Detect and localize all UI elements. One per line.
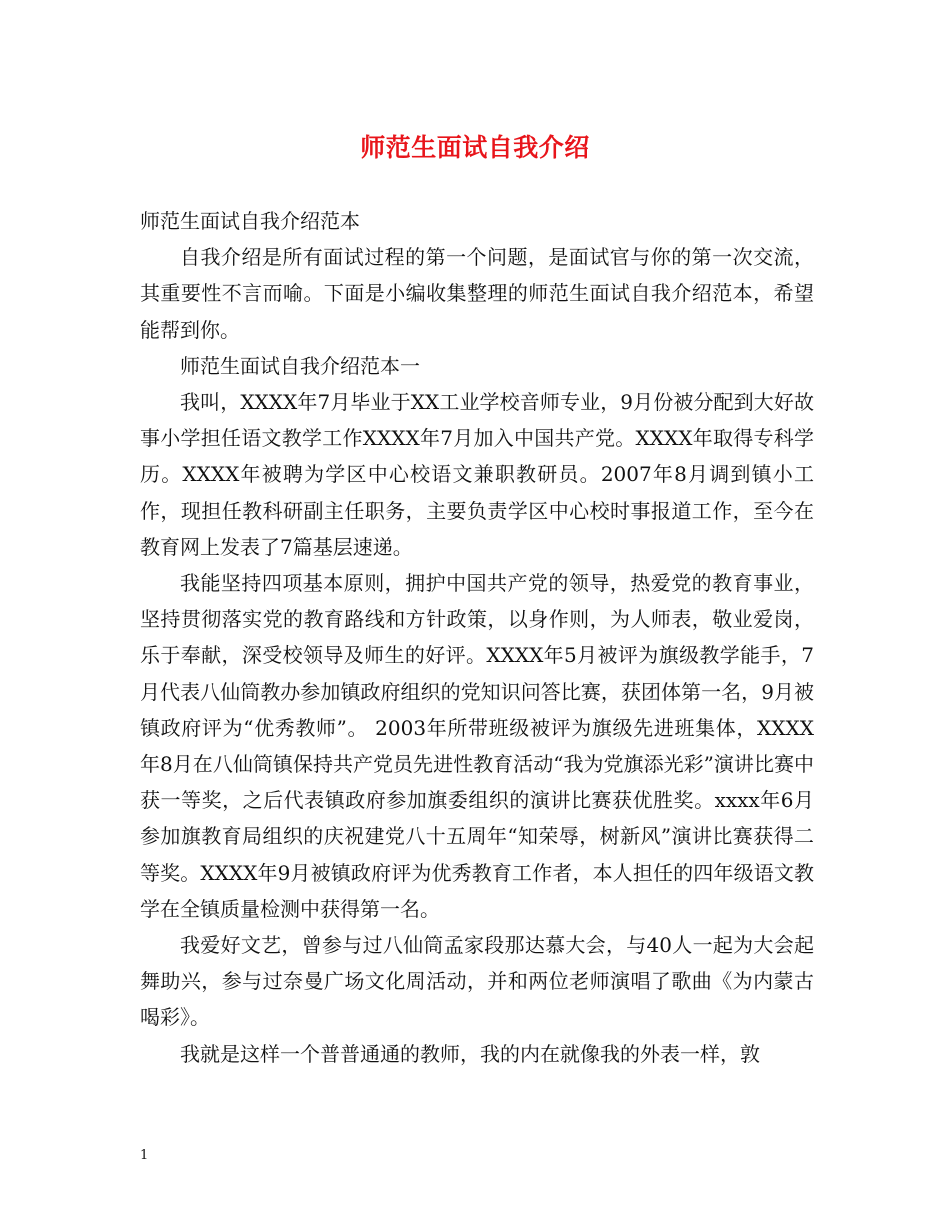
paragraph-hobbies: 我爱好文艺，曾参与过八仙筒孟家段那达慕大会，与40人一起为大会起舞助兴，参与过奈曼广场文化周活动，并和两位老师演唱了歌曲《为内蒙古喝彩》。 [140,933,814,1030]
paragraph-closing: 我就是这样一个普普通通的教师，我的内在就像我的外表一样，敦 [180,1041,760,1066]
paragraph-intro: 自我介绍是所有面试过程的第一个问题，是面试官与你的第一次交流，其重要性不言而喻。下面是小编收集整理的师范生面试自我介绍范本，希望能帮到你。 [140,245,814,342]
paragraph-achievements: 我能坚持四项基本原则，拥护中国共产党的领导，热爱党的教育事业，坚持贯彻落实党的教育路线和方针政策，以身作则，为人师表，敬业爱岗，乐于奉献，深受校领导及师生的好评。XXXX年5月被评为旗级教学能手，7月代表八仙筒教办参加镇政府组织的党知识问答比赛，获团体第一名，9月被镇政府评为“优秀教师”。 2003年所带班级被评为旗级先进班集体，XXXX年8月在八仙筒镇保持共产党员先进性教育活动“我为党旗添光彩”演讲比赛中获一等奖，之后代表镇政府参加旗委组织的演讲比赛获优胜奖。xxxx年6月参加旗教育局组织的庆祝建党八十五周年“知荣辱，树新风”演讲比赛获得二等奖。XXXX年9月被镇政府评为优秀教育工作者，本人担任的四年级语文教学在全镇质量检测中获得第一名。 [140,571,814,921]
page-number: 1 [140,1148,149,1163]
document-subtitle: 师范生面试自我介绍范本 [140,209,360,233]
document-title: 师范生面试自我介绍 [360,133,590,162]
document-body [140,203,814,1072]
paragraph-background: 我叫，XXXX年7月毕业于XX工业学校音师专业，9月份被分配到大好故事小学担任语文教学工作XXXX年7月加入中国共产党。XXXX年取得专科学历。XXXX年被聘为学区中心校语文兼职教研员。2007年8月调到镇小工作，现担任教科研副主任职务，主要负责学区中心校时事报道工作，至今在教育网上发表了7篇基层速递。 [140,390,814,559]
section-heading: 师范生面试自我介绍范本一 [180,353,420,378]
